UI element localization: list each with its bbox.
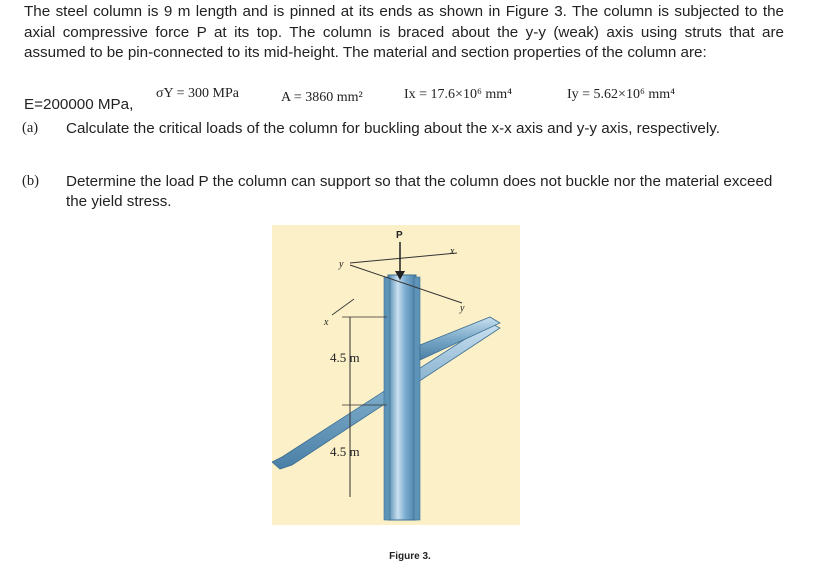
moment-of-inertia-y: Iy = 5.62×10⁶ mm⁴	[567, 87, 675, 102]
steel-column	[388, 275, 416, 520]
question-a-text: Calculate the critical loads of the column for buckling about the x-x axis and y-y axis, respectively.	[66, 120, 720, 137]
figure-caption: Figure 3.	[389, 551, 431, 562]
cross-section-area: A = 3860 mm²	[281, 90, 363, 105]
question-a-tag: (a)	[22, 120, 39, 136]
axis-label-x-mid: x	[324, 317, 329, 328]
problem-intro: The steel column is 9 m length and is pinned at its ends as shown in Figure 3. The column is subjected to the axial compressive force P at its top. The column is braced about the y-y (weak) axis using struts that are assumed to be pin-connected to its mid-height. The material and section properties of the column are:	[24, 3, 784, 61]
moment-of-inertia-x: Ix = 17.6×10⁶ mm⁴	[404, 87, 512, 102]
column-flange-right	[414, 277, 420, 520]
column-flange-left	[384, 277, 390, 520]
column-figure	[272, 225, 520, 525]
axis-label-y-top: y	[339, 259, 344, 270]
elastic-modulus: E=200000 MPa,	[24, 96, 134, 113]
question-a	[22, 119, 802, 161]
yield-stress: σY = 300 MPa	[156, 86, 239, 101]
question-b-tag: (b)	[22, 173, 39, 189]
axis-label-x-top: x	[450, 246, 455, 257]
section-properties	[24, 86, 804, 116]
dimension-lower: 4.5 m	[330, 444, 360, 459]
question-b	[22, 172, 802, 214]
question-b-text: Determine the load P the column can support so that the column does not buckle nor the material exceed the yield stress.	[66, 173, 773, 210]
load-label: P	[396, 230, 403, 241]
dimension-upper: 4.5 m	[330, 350, 360, 365]
axis-label-y-mid: y	[460, 303, 465, 314]
